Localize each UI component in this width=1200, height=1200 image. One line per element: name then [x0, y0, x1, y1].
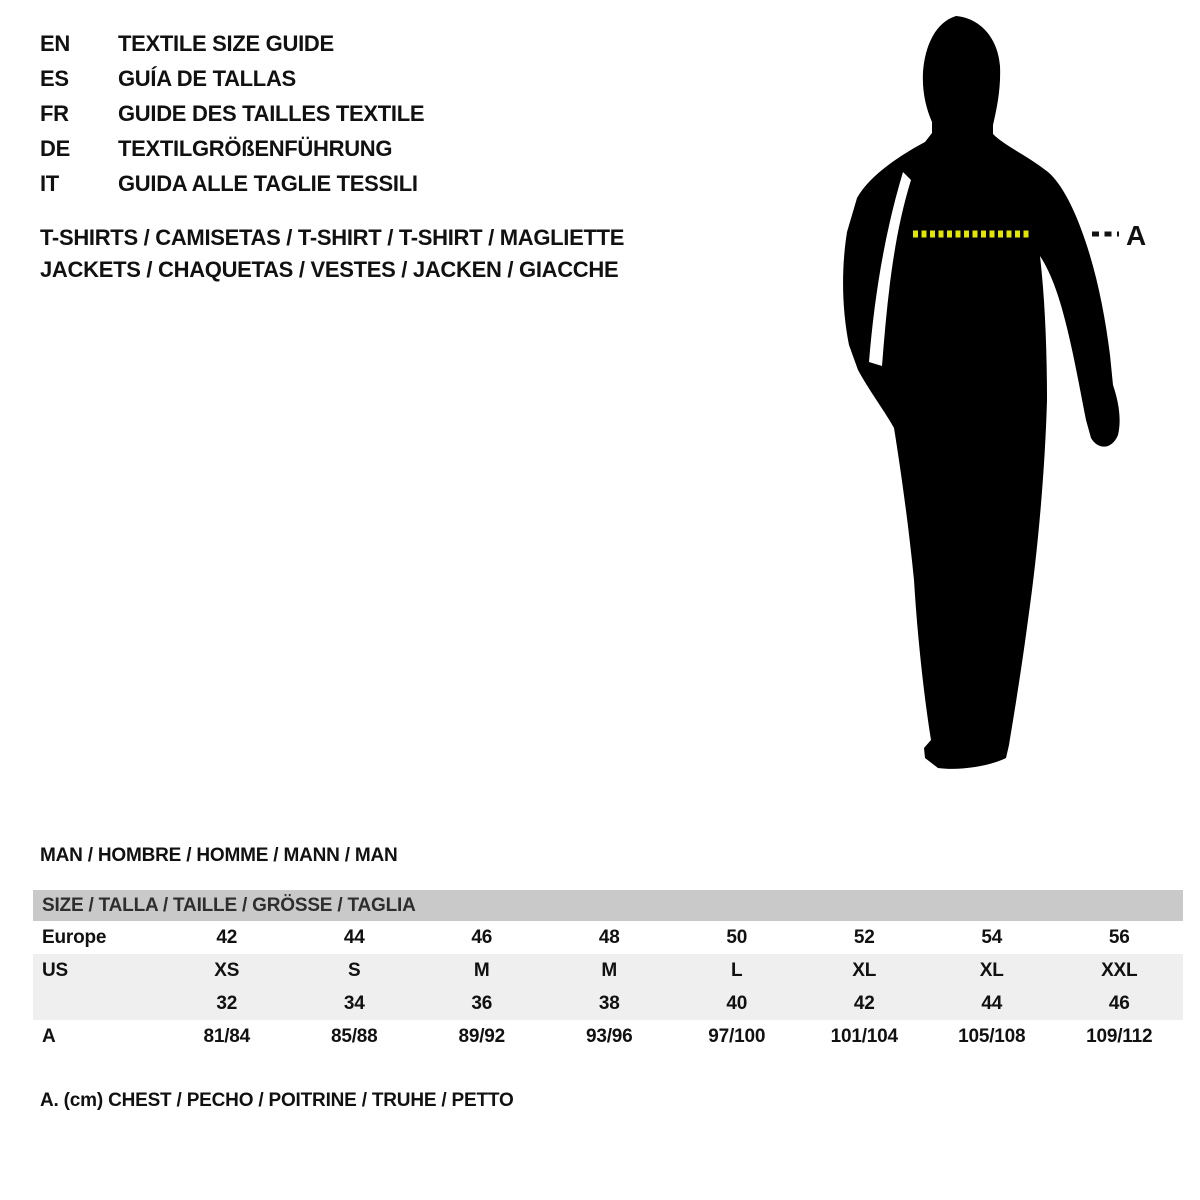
table-cell: XS: [214, 959, 240, 981]
table-cell: XL: [852, 959, 877, 981]
table-cell: 40: [726, 992, 748, 1014]
measurement-footnote: A. (cm) CHEST / PECHO / POITRINE / TRUHE / PETTO: [40, 1090, 514, 1111]
guide-title: GUIDE DES TAILLES TEXTILE: [118, 100, 425, 126]
guide-title: GUIDA ALLE TAGLIE TESSILI: [118, 170, 418, 196]
language-code: ES: [40, 65, 69, 91]
table-row-europe: [33, 921, 1183, 954]
size-table: [33, 890, 1183, 1053]
measure-label-a: A: [1126, 220, 1147, 251]
table-row-chest-a: [33, 1020, 1183, 1053]
guide-title: TEXTILE SIZE GUIDE: [118, 30, 334, 56]
table-cell: 54: [981, 926, 1003, 948]
language-code: DE: [40, 135, 70, 161]
table-cell: 56: [1108, 926, 1130, 948]
table-cell: 46: [1108, 992, 1130, 1014]
table-cell: 42: [216, 926, 238, 948]
table-cell: 42: [853, 992, 875, 1014]
category-line-jackets: JACKETS / CHAQUETAS / VESTES / JACKEN / GIACCHE: [40, 257, 619, 282]
man-silhouette-graphic: [843, 16, 1120, 769]
table-row-numeric: [33, 987, 1183, 1020]
language-code: FR: [40, 100, 69, 126]
table-cell: 50: [726, 926, 748, 948]
table-cell: M: [473, 959, 490, 981]
table-cell: 44: [343, 926, 365, 948]
table-cell: 109/112: [1086, 1025, 1153, 1047]
table-cell: S: [348, 959, 361, 981]
table-cell: 44: [981, 992, 1003, 1014]
language-code: IT: [40, 170, 59, 196]
row-label: US: [42, 959, 68, 981]
table-cell: XL: [979, 959, 1004, 981]
table-cell: L: [731, 959, 743, 981]
row-label: Europe: [42, 926, 107, 948]
table-row-us: [33, 954, 1183, 987]
size-table-header: SIZE / TALLA / TAILLE / GRÖSSE / TAGLIA: [33, 890, 1183, 921]
table-cell: 46: [471, 926, 493, 948]
table-cell: M: [601, 959, 618, 981]
table-cell: XXL: [1101, 959, 1138, 981]
table-cell: 38: [598, 992, 620, 1014]
table-cell: 36: [471, 992, 493, 1014]
table-cell: 97/100: [708, 1025, 766, 1047]
table-cell: 52: [853, 926, 875, 948]
row-label: A: [42, 1025, 56, 1047]
table-cell: 101/104: [830, 1025, 898, 1047]
table-cell: 34: [343, 992, 365, 1014]
table-cell: 93/96: [585, 1025, 633, 1047]
table-cell: 32: [216, 992, 238, 1014]
table-cell: 85/88: [330, 1025, 378, 1047]
table-cell: 48: [598, 926, 620, 948]
language-code: EN: [40, 30, 70, 56]
guide-title: TEXTILGRÖßENFÜHRUNG: [118, 135, 393, 161]
section-title-man: MAN / HOMBRE / HOMME / MANN / MAN: [40, 845, 398, 866]
table-cell: 105/108: [958, 1025, 1026, 1047]
table-cell: 89/92: [458, 1025, 506, 1047]
category-line-tshirts: T-SHIRTS / CAMISETAS / T-SHIRT / T-SHIRT / MAGLIETTE: [40, 225, 625, 250]
guide-title: GUÍA DE TALLAS: [118, 65, 296, 91]
table-cell: 81/84: [203, 1025, 251, 1047]
